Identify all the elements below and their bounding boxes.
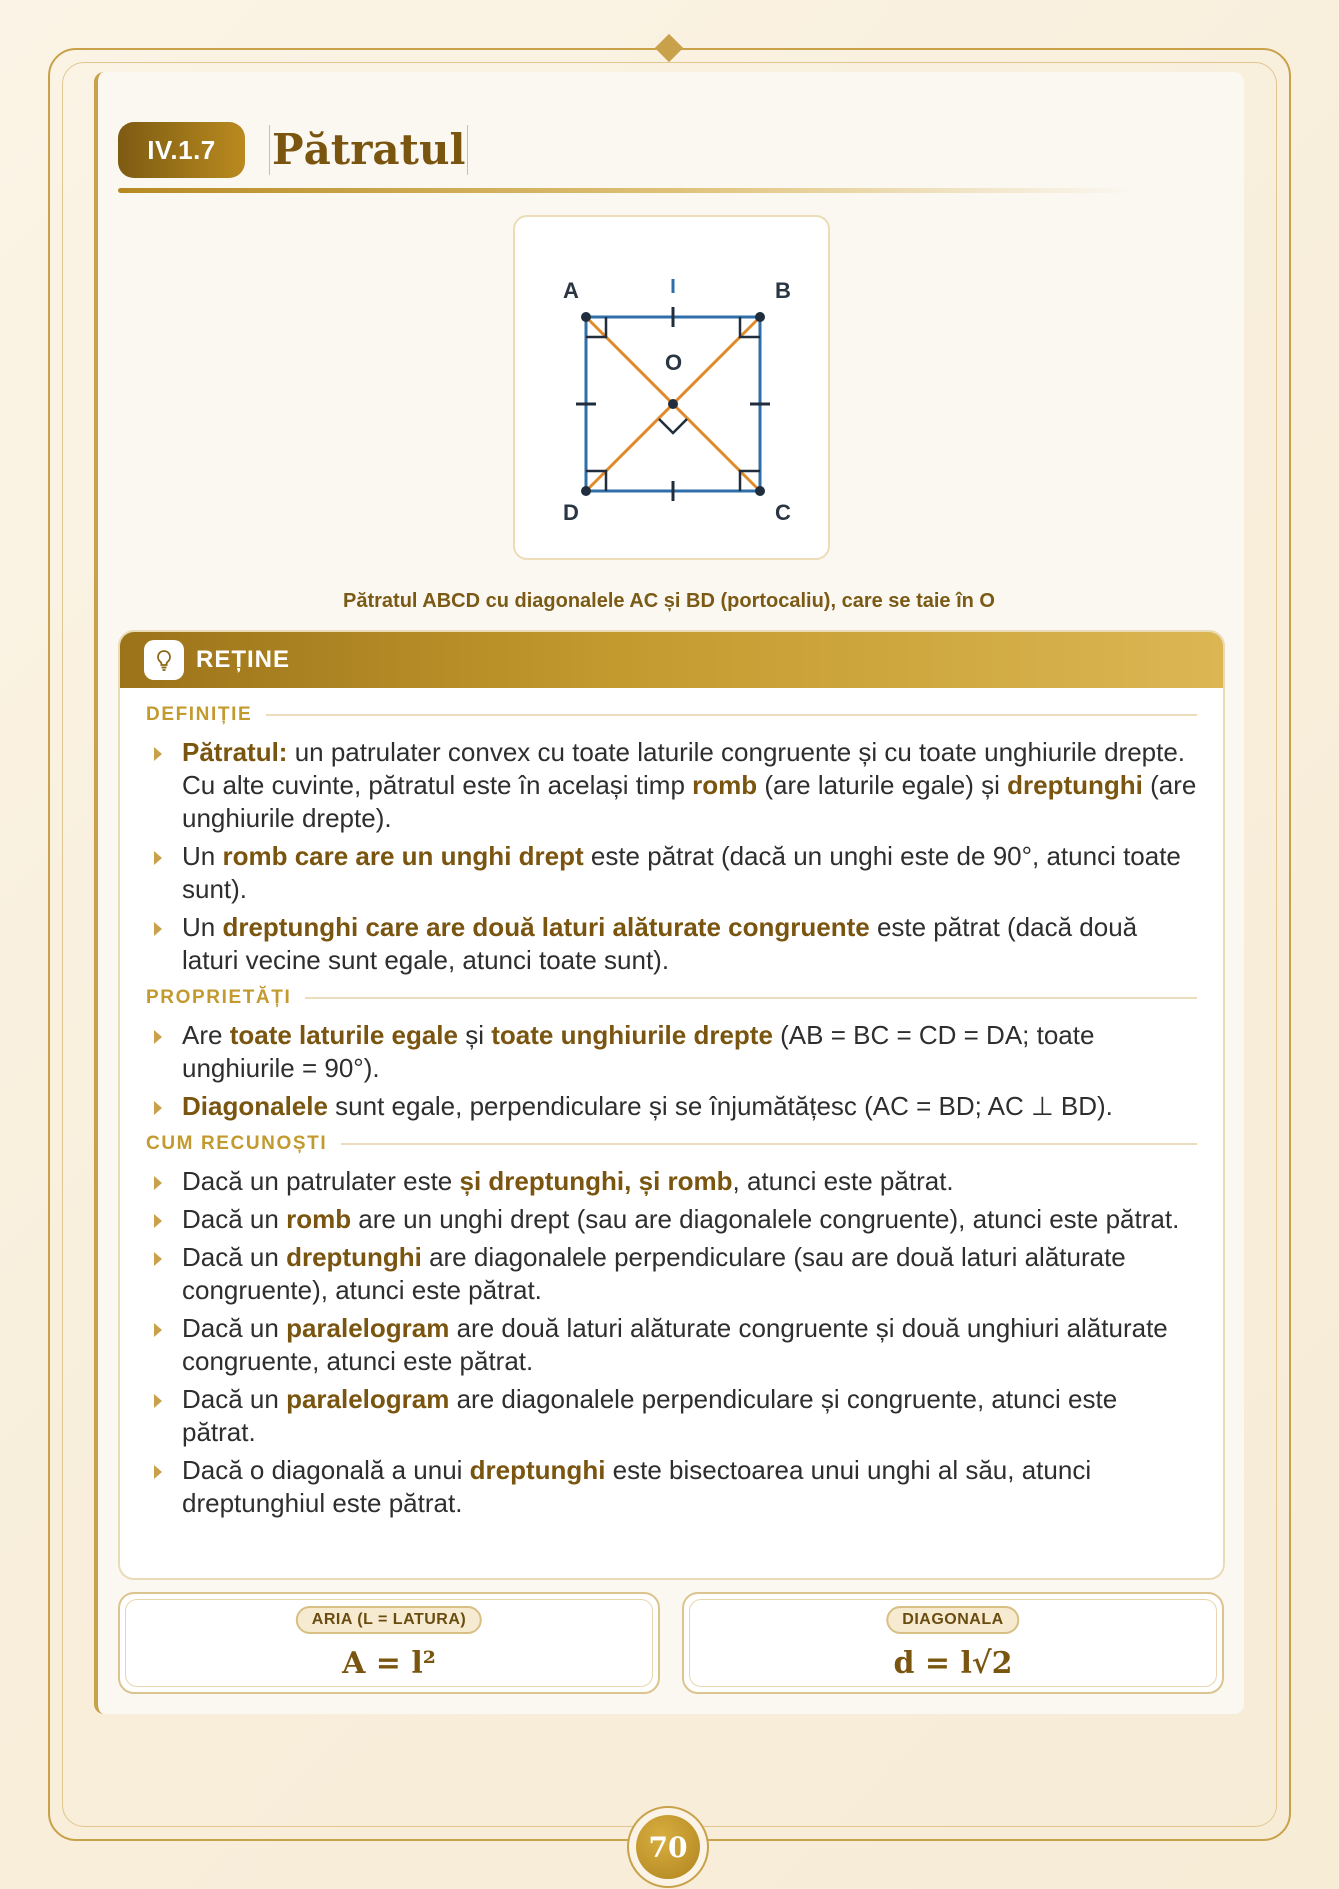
item-text: Dacă un patrulater este <box>182 1166 460 1196</box>
item-text: (are laturile egale) și <box>757 770 1008 800</box>
highlight-term: romb care are un unghi drept <box>222 841 584 871</box>
item-text: are diagonalele perpendiculare (sau are două laturi alăturate congruente), atunci este pătrat. <box>182 1242 1126 1305</box>
right-angle-o <box>659 419 687 433</box>
formula-expression-area: A = l² <box>342 1646 436 1681</box>
bullet-arrow-icon <box>154 922 162 936</box>
highlight-term: Pătratul: <box>182 737 288 767</box>
bullet-arrow-icon <box>154 1176 162 1190</box>
highlight-term: dreptunghi care are două laturi alăturate congruente <box>222 912 870 942</box>
item-text: Dacă un <box>182 1242 287 1272</box>
item-text: , atunci este pătrat. <box>732 1166 954 1196</box>
square-figure <box>513 215 830 560</box>
section-divider <box>266 714 1197 716</box>
section-divider <box>305 997 1197 999</box>
list-item <box>146 1090 1197 1123</box>
bullet-list <box>146 1165 1197 1520</box>
item-text: Un <box>182 912 223 942</box>
section-heading <box>146 987 1197 1009</box>
item-text: Dacă o diagonală a unui <box>182 1455 470 1485</box>
lesson-title: Pătratul <box>269 125 468 175</box>
retine-box <box>118 630 1225 1580</box>
item-text: sunt egale, perpendiculare și se înjumătățesc (AC = BD; AC ⊥ BD). <box>327 1091 1113 1121</box>
point-c <box>755 486 765 496</box>
label-o: O <box>665 350 683 375</box>
bullet-arrow-icon <box>154 1323 162 1337</box>
item-text: Dacă un <box>182 1384 287 1414</box>
highlight-term: dreptunghi <box>469 1455 606 1485</box>
highlight-term: toate unghiurile drepte <box>491 1020 773 1050</box>
item-text: și <box>458 1020 492 1050</box>
label-c: C <box>775 500 791 525</box>
highlight-term: dreptunghi <box>1007 770 1143 800</box>
point-d <box>581 486 591 496</box>
item-text: (are unghiurile drepte). <box>182 770 1197 833</box>
section-divider <box>341 1143 1197 1145</box>
highlight-term: paralelogram <box>286 1313 450 1343</box>
bullet-list <box>146 1019 1197 1123</box>
square-diagram <box>515 217 832 562</box>
lesson-code-badge: IV.1.7 <box>118 122 245 178</box>
list-item <box>146 840 1197 906</box>
highlight-term: și dreptunghi, și romb <box>459 1166 733 1196</box>
page-number-badge <box>627 1806 709 1888</box>
item-text: are două laturi alăturate congruente și două unghiuri alăturate congruente, atunci este pătrat. <box>182 1313 1168 1376</box>
formula-label-area: ARIA (L = LATURA) <box>296 1606 482 1634</box>
section-title: PROPRIETĂȚI <box>146 987 292 1008</box>
list-item <box>146 1203 1197 1236</box>
item-text: Dacă un <box>182 1313 287 1343</box>
page-number: 70 <box>636 1815 700 1879</box>
list-item <box>146 1165 1197 1198</box>
item-text: Dacă un <box>182 1204 287 1234</box>
item-text: un patrulater convex cu toate laturile congruente și cu toate unghiurile drepte. Cu alte cuvinte, pătratul este în același timp <box>182 737 1186 800</box>
list-item <box>146 1454 1197 1520</box>
bullet-arrow-icon <box>154 1465 162 1479</box>
section-title: CUM RECUNOȘTI <box>146 1133 328 1154</box>
retine-body <box>120 688 1223 1520</box>
highlight-term: toate laturile egale <box>229 1020 458 1050</box>
highlight-term: romb <box>692 770 758 800</box>
item-text: este pătrat (dacă două laturi vecine sunt egale, atunci toate sunt). <box>182 912 1138 975</box>
point-o <box>668 399 678 409</box>
item-text: are diagonalele perpendiculare și congruente, atunci este pătrat. <box>182 1384 1118 1447</box>
item-text: Are <box>182 1020 230 1050</box>
item-text: are un unghi drept (sau are diagonalele congruente), atunci este pătrat. <box>351 1204 1180 1234</box>
bullet-arrow-icon <box>154 1252 162 1266</box>
bullet-arrow-icon <box>154 1214 162 1228</box>
bullet-arrow-icon <box>154 851 162 865</box>
list-item <box>146 1383 1197 1449</box>
section-heading <box>146 1133 1197 1155</box>
highlight-term: dreptunghi <box>286 1242 422 1272</box>
lightbulb-icon <box>144 640 184 680</box>
list-item <box>146 1241 1197 1307</box>
section-heading <box>146 704 1197 726</box>
bullet-list <box>146 736 1197 977</box>
highlight-term: romb <box>286 1204 352 1234</box>
retine-header <box>120 632 1223 688</box>
list-item <box>146 911 1197 977</box>
list-item <box>146 1019 1197 1085</box>
item-text: Un <box>182 841 223 871</box>
bullet-arrow-icon <box>154 1101 162 1115</box>
retine-title: REȚINE <box>196 646 291 673</box>
highlight-term: Diagonalele <box>182 1091 328 1121</box>
formula-card-area <box>118 1592 660 1694</box>
point-a <box>581 312 591 322</box>
formula-expression-diagonal: d = l√2 <box>893 1646 1013 1681</box>
bullet-arrow-icon <box>154 1030 162 1044</box>
label-b: B <box>775 278 791 303</box>
item-text: este pătrat (dacă un unghi este de 90°, atunci toate sunt). <box>182 841 1181 904</box>
bullet-arrow-icon <box>154 747 162 761</box>
section-title: DEFINIȚIE <box>146 704 253 725</box>
lesson-header <box>118 120 468 180</box>
bullet-arrow-icon <box>154 1394 162 1408</box>
label-a: A <box>563 278 579 303</box>
item-text: (AB = BC = CD = DA; toate unghiurile = 90°). <box>182 1020 1095 1083</box>
label-d: D <box>563 500 579 525</box>
list-item <box>146 736 1197 835</box>
formula-card-diagonal <box>682 1592 1224 1694</box>
figure-caption: Pătratul ABCD cu diagonalele AC și BD (portocaliu), care se taie în O <box>343 590 995 612</box>
point-b <box>755 312 765 322</box>
formula-label-diagonal: DIAGONALA <box>886 1606 1019 1634</box>
list-item <box>146 1312 1197 1378</box>
highlight-term: paralelogram <box>286 1384 450 1414</box>
header-underline <box>118 188 1134 193</box>
item-text: este bisectoarea unui unghi al său, atunci dreptunghiul este pătrat. <box>182 1455 1092 1518</box>
